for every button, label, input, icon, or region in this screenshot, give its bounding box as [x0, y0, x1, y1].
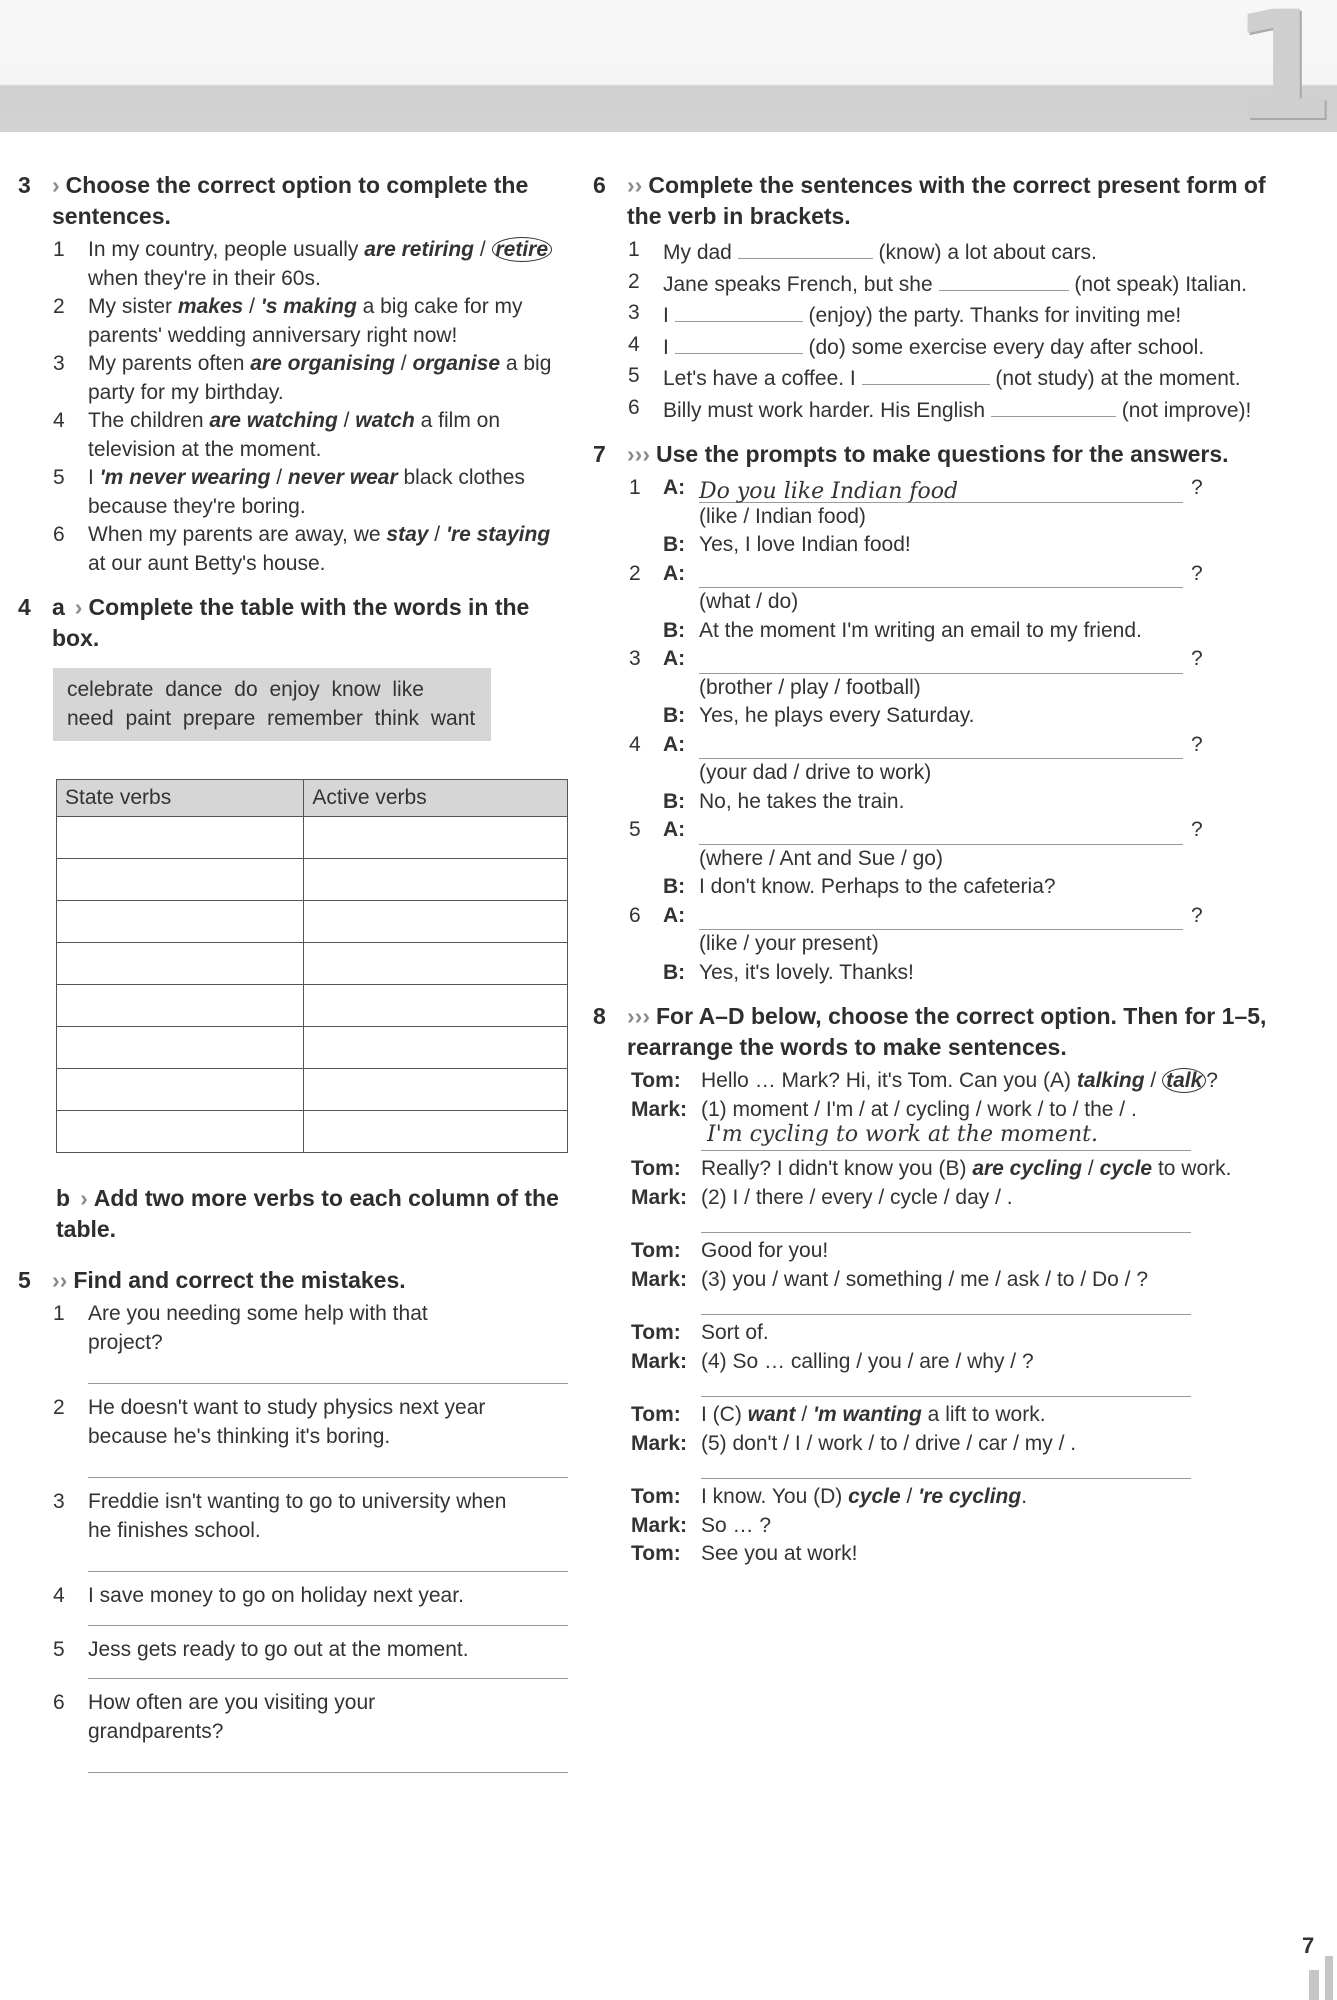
separator: /: [795, 1403, 814, 1426]
question-answer-line[interactable]: [699, 478, 1183, 503]
list-item: [18, 1300, 488, 1357]
separator: /: [1082, 1157, 1100, 1180]
table-cell[interactable]: [57, 817, 304, 859]
answer-blank[interactable]: [675, 299, 803, 322]
line-text: I (C): [701, 1403, 748, 1426]
line-text: Good for you!: [701, 1239, 829, 1262]
table-cell[interactable]: [304, 859, 568, 901]
difficulty-chevron-icon: ››: [52, 1267, 68, 1293]
list-item: [18, 1394, 508, 1451]
speaker-a-label: A:: [663, 647, 686, 670]
qa-item: [593, 474, 1283, 560]
item-text: Jess gets ready to go out at the moment.: [88, 1637, 469, 1661]
item-number: 5: [53, 1637, 65, 1661]
line-text: (2) I / there / every / cycle / day / .: [701, 1185, 1013, 1209]
line-text: (5) don't / I / work / to / drive / car / my / .: [701, 1431, 1077, 1455]
option-2[interactable]: cycle: [1099, 1157, 1153, 1180]
table-header-row: [57, 780, 568, 817]
item-text: Let's have a coffee. I: [663, 367, 862, 390]
question-mark: ?: [1191, 561, 1203, 585]
list-item: [18, 1689, 488, 1746]
item-number: 4: [53, 1584, 65, 1607]
exercise-5-items: [18, 1300, 573, 1773]
speaker-b-label: B:: [663, 618, 686, 642]
difficulty-chevron-icon: ›››: [627, 1003, 650, 1029]
dialogue-line: [593, 1155, 1283, 1184]
exercise-3-items: [18, 236, 573, 578]
answer-b: At the moment I'm writing an email to my friend.: [699, 618, 1142, 642]
line-text: (1) moment / I'm / at / cycling / work / to / the / .: [701, 1097, 1137, 1121]
answer-b: No, he takes the train.: [699, 789, 905, 813]
item-text: In my country, people usually: [88, 238, 365, 261]
table-row: [57, 1111, 568, 1153]
item-number: 6: [629, 903, 641, 927]
item-number: 3: [628, 301, 640, 324]
sub-letter: a: [52, 594, 65, 620]
exercise-number: 7: [593, 441, 606, 467]
answer-line[interactable]: [701, 1124, 1191, 1151]
exercise-instruction: For A–D below, choose the correct option. Then for 1–5, rearrange the words to make sentences.: [627, 1003, 1267, 1060]
separator: /: [337, 409, 356, 432]
item-text: I save money to go on holiday next year.: [88, 1584, 464, 1607]
item-number: 6: [53, 523, 65, 546]
answer-blank[interactable]: [862, 362, 990, 385]
column-header-state-verbs: State verbs: [57, 780, 304, 817]
list-item: [593, 331, 1283, 363]
table-cell[interactable]: [304, 943, 568, 985]
speaker-mark: Mark:: [631, 1185, 688, 1209]
difficulty-chevron-icon: ›: [52, 172, 60, 198]
item-text: I: [88, 466, 100, 489]
answer-line[interactable]: [88, 1611, 568, 1626]
line-text: Really? I didn't know you (B): [701, 1157, 973, 1180]
dialogue-line: [593, 1401, 1283, 1430]
dialogue-line: [593, 1319, 1283, 1348]
option-2[interactable]: watch: [355, 409, 415, 432]
exercise-4b-heading: [18, 1183, 573, 1245]
question-mark: ?: [1191, 647, 1203, 670]
exercise-number: 3: [18, 172, 31, 198]
item-number: 2: [629, 561, 641, 585]
table-cell[interactable]: [304, 1027, 568, 1069]
exercise-instruction: Use the prompts to make questions for the answers.: [655, 441, 1229, 467]
handwritten-answer: Do you like Indian food: [699, 478, 959, 504]
table-cell[interactable]: [57, 943, 304, 985]
exercise-4a-heading: [18, 592, 573, 654]
word-box: celebrate dance do enjoy know like need paint prepare remember think want: [53, 668, 491, 741]
item-number: 2: [628, 269, 640, 293]
line-text: (4) So … calling / you / are / why / ?: [701, 1349, 1034, 1373]
list-item: [18, 521, 573, 578]
exercise-8: [593, 1001, 1283, 1569]
list-item: [18, 1488, 508, 1545]
exercise-6-heading: [593, 170, 1283, 232]
separator: /: [1144, 1069, 1163, 1092]
speaker-tom: Tom:: [631, 1542, 681, 1565]
exercise-5-heading: [18, 1265, 573, 1296]
item-number: 1: [629, 476, 641, 499]
exercise-number: 5: [18, 1267, 31, 1293]
option-2[interactable]: organise: [412, 352, 500, 375]
exercise-5: [18, 1265, 573, 1773]
item-text: When my parents are away, we: [88, 523, 387, 546]
dialogue-line: [593, 1266, 1283, 1295]
speaker-mark: Mark:: [631, 1513, 688, 1537]
dialogue-line: [593, 1184, 1283, 1213]
prompt: (where / Ant and Sue / go): [699, 846, 943, 870]
difficulty-chevron-icon: ›››: [627, 441, 650, 467]
option-1[interactable]: are organising: [250, 352, 395, 375]
option-1[interactable]: stay: [386, 523, 429, 546]
table-cell[interactable]: [57, 859, 304, 901]
item-number: 2: [53, 295, 65, 318]
prompt: (like / your present): [699, 932, 879, 955]
line-text: .: [1021, 1485, 1028, 1508]
separator: /: [394, 352, 413, 375]
exercise-instruction: Add two more verbs to each column of the table.: [56, 1185, 559, 1242]
exercise-instruction: Choose the correct option to complete the sentences.: [52, 172, 529, 229]
item-text: a big cake for my parents' wedding anniversary right now!: [88, 295, 523, 347]
table-cell[interactable]: [304, 1111, 568, 1153]
prompt: (brother / play / football): [699, 675, 921, 699]
item-text: a big party for my birthday.: [88, 352, 552, 404]
exercise-4a: [18, 592, 573, 1153]
item-text: Freddie isn't wanting to go to university when he finishes school.: [88, 1490, 507, 1542]
verbs-table: [56, 779, 568, 1153]
answer-b: Yes, he plays every Saturday.: [699, 704, 975, 727]
option-1[interactable]: makes: [177, 295, 244, 318]
line-text: I know. You (D): [701, 1485, 849, 1508]
answer-line[interactable]: [701, 1458, 1191, 1479]
item-number: 6: [628, 395, 640, 419]
item-number: 2: [53, 1396, 65, 1419]
question-mark: ?: [1191, 732, 1203, 756]
table-cell[interactable]: [57, 901, 304, 943]
table-row: [57, 985, 568, 1027]
option-2[interactable]: 're staying: [445, 523, 551, 546]
list-item: [593, 362, 1283, 394]
question-answer-line[interactable]: [699, 563, 1183, 588]
option-2[interactable]: never wear: [287, 466, 398, 489]
table-row: [57, 859, 568, 901]
item-text: at our aunt Betty's house.: [88, 551, 326, 575]
answer-b: Yes, I love Indian food!: [699, 533, 911, 556]
unit-number: 1: [1230, 0, 1335, 154]
dialogue-line: [593, 1237, 1283, 1266]
exercise-7-heading: [593, 439, 1283, 470]
separator: /: [243, 295, 261, 318]
line-text: Hello … Mark? Hi, it's Tom. Can you (A): [701, 1069, 1077, 1092]
list-item: [18, 350, 573, 407]
exercise-7-items: [593, 474, 1283, 987]
item-number: 3: [53, 1490, 65, 1513]
item-text: (know) a lot about cars.: [872, 241, 1097, 264]
list-item: [593, 394, 1283, 426]
speaker-tom: Tom:: [631, 1239, 681, 1262]
speaker-b-label: B:: [663, 704, 686, 727]
item-text: (not study) at the moment.: [989, 367, 1241, 390]
list-item: [18, 407, 573, 464]
unit-header-band: [0, 0, 1337, 154]
separator: /: [428, 523, 446, 546]
answer-line[interactable]: [701, 1376, 1191, 1397]
qa-item: [593, 731, 1283, 817]
item-number: 4: [629, 732, 641, 756]
item-number: 5: [628, 364, 640, 387]
answer-blank[interactable]: [675, 331, 803, 354]
question-mark: ?: [1191, 903, 1203, 927]
dialogue-line: [593, 1096, 1283, 1125]
exercise-number: 6: [593, 172, 606, 198]
exercise-number: 8: [593, 1003, 606, 1029]
prompt: (like / Indian food): [699, 504, 866, 528]
item-text: I: [663, 304, 675, 327]
item-text: I: [663, 335, 675, 359]
line-text: ?: [1206, 1069, 1218, 1092]
list-item: [18, 236, 573, 293]
item-text: when they're in their 60s.: [88, 266, 321, 290]
item-text: How often are you visiting your grandparents?: [88, 1691, 376, 1743]
table-cell[interactable]: [304, 985, 568, 1027]
dialogue-line: [593, 1348, 1283, 1377]
speaker-mark: Mark:: [631, 1431, 688, 1455]
answer-line[interactable]: [88, 1357, 568, 1384]
qa-item: [593, 645, 1283, 731]
item-text: (not improve)!: [1115, 398, 1252, 422]
item-text: black clothes because they're boring.: [88, 466, 525, 518]
list-item: [18, 464, 573, 521]
option-1[interactable]: cycle: [848, 1485, 901, 1508]
question-answer-line[interactable]: [699, 649, 1183, 674]
speaker-a-label: A:: [663, 476, 686, 499]
dialogue-line: [593, 1483, 1283, 1512]
exercise-number: 4: [18, 594, 31, 620]
option-2[interactable]: 's making: [260, 295, 357, 318]
option-2-circled[interactable]: retire: [492, 237, 553, 262]
table-cell[interactable]: [57, 1027, 304, 1069]
line-text: Sort of.: [701, 1321, 769, 1344]
item-number: 4: [628, 332, 640, 356]
list-item: [593, 268, 1283, 300]
speaker-mark: Mark:: [631, 1349, 688, 1373]
table-row: [57, 817, 568, 859]
table-row: [57, 901, 568, 943]
item-text: My sister: [88, 295, 178, 318]
answer-line[interactable]: [88, 1664, 568, 1679]
speaker-b-label: B:: [663, 789, 686, 813]
list-item: [18, 1636, 573, 1665]
separator: /: [473, 238, 492, 261]
difficulty-chevron-icon: ›: [80, 1185, 88, 1211]
item-number: 3: [629, 647, 641, 670]
exercise-3: [18, 170, 573, 578]
speaker-b-label: B:: [663, 533, 686, 556]
table-cell[interactable]: [57, 985, 304, 1027]
item-text: He doesn't want to study physics next year because he's thinking it's boring.: [88, 1396, 486, 1448]
item-number: 6: [53, 1691, 65, 1714]
qa-item: [593, 902, 1283, 988]
speaker-b-label: B:: [663, 875, 686, 898]
speaker-a-label: A:: [663, 561, 686, 585]
option-2[interactable]: 're cycling: [918, 1485, 1022, 1508]
answer-line[interactable]: [701, 1212, 1191, 1233]
table-row: [57, 943, 568, 985]
answer-line[interactable]: [701, 1294, 1191, 1315]
line-text: So … ?: [701, 1513, 772, 1537]
speaker-tom: Tom:: [631, 1403, 681, 1426]
prompt: (what / do): [699, 590, 799, 613]
question-answer-line[interactable]: [699, 734, 1183, 759]
item-text: a film on television at the moment.: [88, 409, 501, 461]
difficulty-chevron-icon: ›: [74, 594, 83, 620]
table-cell[interactable]: [304, 901, 568, 943]
option-1[interactable]: want: [747, 1403, 796, 1426]
answer-line[interactable]: [88, 1545, 568, 1572]
speaker-a-label: A:: [663, 732, 686, 756]
dialogue-line: [593, 1540, 1283, 1569]
table-row: [57, 1069, 568, 1111]
separator: /: [900, 1485, 919, 1508]
item-number: 4: [53, 409, 65, 432]
page-number: 7: [1302, 1933, 1315, 1958]
item-text: My dad: [663, 241, 738, 264]
table-cell[interactable]: [304, 817, 568, 859]
speaker-mark: Mark:: [631, 1267, 688, 1291]
speaker-tom: Tom:: [631, 1069, 681, 1092]
qa-item: [593, 816, 1283, 902]
item-number: 1: [53, 1302, 65, 1325]
dialogue-line: [593, 1430, 1283, 1459]
item-number: 5: [629, 818, 641, 841]
option-1[interactable]: are cycling: [972, 1157, 1083, 1180]
list-item: [593, 236, 1283, 268]
line-text: (3) you / want / something / me / ask / to / Do / ?: [701, 1267, 1149, 1291]
handwritten-answer: I'm cycling to work at the moment.: [707, 1122, 1098, 1147]
answer-b: I don't know. Perhaps to the cafeteria?: [699, 875, 1056, 898]
exercise-instruction: Find and correct the mistakes.: [73, 1267, 406, 1293]
qa-item: [593, 560, 1283, 646]
speaker-tom: Tom:: [631, 1321, 681, 1344]
exercise-3-heading: [18, 170, 573, 232]
exercise-8-heading: [593, 1001, 1283, 1063]
option-1[interactable]: 'm never wearing: [99, 466, 271, 489]
item-text: Jane speaks French, but she: [663, 272, 939, 296]
question-answer-line[interactable]: [699, 905, 1183, 930]
answer-line[interactable]: [88, 1746, 568, 1773]
table-row: [57, 1027, 568, 1069]
exercise-instruction: Complete the sentences with the correct present form of the verb in brackets.: [627, 172, 1266, 229]
corner-decoration: [1309, 1970, 1319, 2000]
answer-blank[interactable]: [991, 394, 1116, 417]
separator: /: [270, 466, 288, 489]
dialogue-line: [593, 1512, 1283, 1541]
item-text: Are you needing some help with that project?: [88, 1302, 428, 1354]
list-item: [18, 1582, 573, 1611]
column-header-active-verbs: Active verbs: [304, 780, 568, 817]
option-1[interactable]: talking: [1076, 1069, 1145, 1092]
exercise-7: [593, 439, 1283, 987]
speaker-a-label: A:: [663, 818, 686, 841]
question-answer-line[interactable]: [699, 820, 1183, 845]
left-column: [18, 170, 573, 1783]
option-1[interactable]: are retiring: [364, 238, 474, 261]
item-text: My parents often: [88, 352, 251, 375]
answer-blank[interactable]: [939, 268, 1069, 291]
item-text: (do) some exercise every day after school.: [802, 335, 1205, 359]
prompt: (your dad / drive to work): [699, 761, 932, 784]
table-cell[interactable]: [57, 1111, 304, 1153]
speaker-b-label: B:: [663, 960, 686, 984]
line-text: to work.: [1152, 1157, 1232, 1180]
exercise-8-dialogue: [593, 1067, 1283, 1569]
table-cell[interactable]: [57, 1069, 304, 1111]
corner-decoration: [1325, 1956, 1333, 2000]
item-number: 1: [628, 238, 640, 261]
list-item: [18, 293, 573, 350]
item-text: Billy must work harder. His English: [663, 398, 991, 422]
difficulty-chevron-icon: ››: [627, 172, 643, 198]
sub-letter: b: [56, 1185, 71, 1211]
item-number: 1: [53, 238, 65, 261]
exercise-instruction: Complete the table with the words in the box.: [52, 594, 530, 651]
speaker-tom: Tom:: [631, 1485, 681, 1508]
item-text: (not speak) Italian.: [1068, 272, 1248, 296]
answer-line[interactable]: [88, 1451, 568, 1478]
right-column: [593, 170, 1283, 1569]
line-text: a lift to work.: [921, 1403, 1046, 1426]
answer-blank[interactable]: [738, 236, 873, 259]
question-mark: ?: [1191, 476, 1203, 499]
item-number: 5: [53, 466, 65, 489]
table-cell[interactable]: [304, 1069, 568, 1111]
list-item: [593, 299, 1283, 331]
question-mark: ?: [1191, 818, 1203, 841]
option-1[interactable]: are watching: [209, 409, 338, 432]
item-text: The children: [88, 409, 210, 432]
item-number: 3: [53, 352, 65, 375]
line-text: See you at work!: [701, 1542, 858, 1565]
exercise-6-items: [593, 236, 1283, 425]
exercise-6: [593, 170, 1283, 425]
exercise-4b: [18, 1183, 573, 1245]
answer-b: Yes, it's lovely. Thanks!: [699, 960, 914, 984]
item-text: (enjoy) the party. Thanks for inviting me!: [802, 304, 1182, 327]
option-2-circled[interactable]: talk: [1162, 1068, 1206, 1093]
speaker-tom: Tom:: [631, 1157, 681, 1180]
option-2[interactable]: 'm wanting: [813, 1403, 922, 1426]
dialogue-line: [593, 1067, 1283, 1096]
speaker-a-label: A:: [663, 903, 686, 927]
speaker-mark: Mark:: [631, 1097, 688, 1121]
